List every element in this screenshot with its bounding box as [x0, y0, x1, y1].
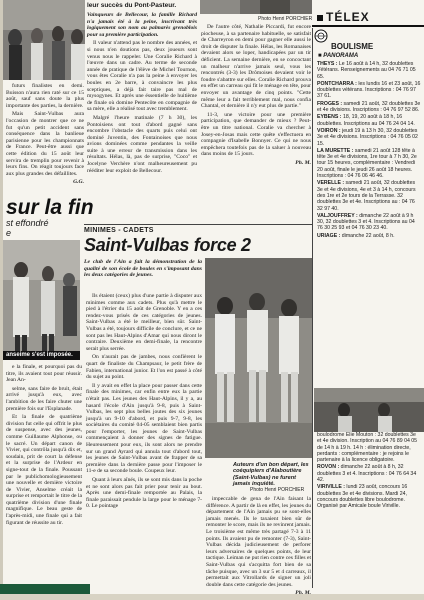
article-left-bottom-text	[6, 364, 82, 584]
photo-top-right	[200, 0, 312, 14]
article-paragraph: Mais Saint-Vulbas aura l'occasion de montrer que ce ne fut qu'un petit accident sans conséquence dans la banlieue parisienne pour les championnats de France. Peut-être aussi que cette édition du 15 août leur servira de tremplin pour revenir à leurs fins. On réagit toujours face aux plus grandes des défaillites.	[6, 111, 84, 177]
article-paragraph: 11-3, une victoire pour une première participation, que demander de mieux ? Peut-être un titre national. Coralie va chercher à Josey-en-Josas mais cette quête s'effectuera en compagnie d'Isabelle Bonnyer. Ce qui ne nous empêchera toutefois pas de la saluer à nouveau dans moins de 15 jours.	[201, 111, 311, 158]
telex-item-key: LA MURETTE :	[317, 147, 354, 154]
article-paragraph: e la finale, et pourquoi pas du titre, ils avaient tout pour réussir. Jean An-	[6, 364, 82, 384]
telex-item-key: PONTCHARRA :	[317, 80, 357, 87]
telex-subsection: ■ PANORAMA	[318, 53, 359, 59]
minimes-article-col1	[86, 293, 202, 585]
minimes-chapo: Le club de l'Ain a fait la démonstration de la qualité de son école de boules en s'imposant dans les deux catégories de jeunes.	[84, 259, 202, 279]
telex-item-value: samedi 21 août, 32 doublettes 3e et 4e divisions. Inscriptions : 04 76 97 52 86.	[317, 100, 421, 114]
minimes-photo-caption: Auteurs d'un bon départ, les coéquipiers d'Alaboutière (Saint-Vulbas) ne furent jamais inquiété.	[233, 462, 309, 488]
telex-item-value: dimanche 22 août, 8 h.	[341, 232, 395, 239]
article-paragraph: Quant à leurs aînés, ils se sont mis dans la poche et ne sont alors pas fait prier pour tenir au bout. Après une demi-finale remportée au Palais, la finale paraissait pendule la large pour le ménage 7-0. Le pointage	[86, 477, 202, 510]
article-mid-title: leur succès du Pont-Pasteur.	[87, 2, 177, 9]
telex-item-value: boulodrome Elie Mouton : 32 doublettes 3e et 4e division. Inscription au 04 76 89 04 05 de 14 h à 19 h. 14 h : élimination directe, perdants : complémentaire : je rejoins le partenaire à la licence obligatoire.	[317, 432, 418, 464]
telex-item-key: ROVON :	[317, 464, 340, 471]
telex-item	[317, 213, 421, 232]
telex-subsection-text: PANORAMA	[323, 53, 359, 59]
telex-item-value: les lundis 16 et 23 août, 16 doublettes vétérans. Inscriptions : 04 76 97 37 61.	[317, 80, 421, 100]
article-paragraph: Il y avait en effet la place pour passer dans cette finale des minimes, car enfin entre eux la partie n'était pas. Les jeunes des Haut-Alpins, il y a, au hasard l'école d'Ain jusqu'à 9-8, puis à Saint-Vulbas, les sept plus belles joutes des six jeunes jusqu'à un 9-10 d'abord, et puis 9-7, 9-8, les sociétaires du comité 04-05 semblaient bien partis pour l'emporter, les jeunes de Saint-Vulbas commençaient à donner des signes de fatigue. Heureusement pour eux, ils sont alors ne prendre sur un grand Ayrard qui annula tout d'abord tout, les jeunes de Saint-Vulbas avant de frapper de sa première dans la dernière passe pour l'imposer le 11-e de sa seconde boule. Coupeux leur.	[86, 382, 202, 475]
article-paragraph: impeccable de gena de l'Ain faisant la différence. A partir de là en effet, les jeunes du département de l'Ain jamais pu se sont-elles jamais menés. Ils le taxaient bien sûr de remonter le score, mais ils ne revinrent jamais. Le troisième est même très partagé 7-3 à 11 points. Ils avaient pu de remonter (7-3), Saint-Vulbas décida judicieusement de perforer leurs adversaires de quelques points, de leur tactique. Leiman ne put rien contre ces filles et Saint-Vulbas qui s'acquitta fort bien de sa tâche puisque, avec un 3 sur 5 et 4 carreaux, il permettait aux Vitrollards de signer un joli double dans cette catégorie des jeunes.	[206, 496, 311, 588]
article-paragraph: Et la finale de quatrième division fut celle qui offrit le plus de suspense, avec des jeunes, comme Guillaume Alphonse, ou le sacré. Un départ canon de Vivier, qui contrôla jusqu'à dix et, soudain, prit de court la défense et la surprise de l'Ardeur en signe-tout de la finale. Poussant par le publichomologieusement une nouvelle et dernière victoire de Vivier, Anselme créait la surprise et remportait le titre de la quatrième division d'une finale magnifique. Le beau geste de l'après-midi, une finale qui a fait figurant de réussite au tir.	[6, 414, 82, 526]
article-mid-chapo: Vainqueurs de Bellecour, la famille Richard n'a jamais été à la peine, inscrivant très logiquement son nom au palmarès grenoblois pour sa première participation.	[87, 12, 197, 38]
photo-crowd-top-left	[3, 0, 85, 80]
photo-credit-top: Photo Henri PORCHIER	[258, 16, 313, 22]
photo-telex	[314, 388, 424, 432]
telex-item-value: lundi 23 août, concours 16 doublettes 3e et 4e divisions. Mardi 24, concours doublettes libre boulodrome. Organisé par Amicale boule Viriville.	[317, 484, 408, 510]
minimes-headline: Saint-Vulbas force 2	[84, 235, 251, 255]
telex-item	[317, 61, 421, 80]
telex-item-key: VALJOUFFREY :	[317, 212, 358, 219]
section-rule	[84, 224, 312, 225]
minimes-photo-credit: Photo Henri PORCHIER	[250, 487, 305, 493]
telex-item-value: samedi 21 août, 32 doublettes 3e et 4e divisions, 4e et 3 à 14 h, concours des 1re et 2e tours de la Terrasse. 32 doublettes 3e et 4e. Inscriptions au : 04 76 32 97 40.	[317, 180, 416, 212]
bottom-left-green-bar	[0, 584, 90, 594]
author-signature: Ph. M.	[295, 159, 311, 166]
telex-item	[317, 464, 421, 483]
minimes-kicker: MINIMES - CADETS	[84, 227, 154, 234]
telex-section: BOULISME	[331, 42, 374, 51]
telex-item-value: dimanche 22 août à 9 h 30, 32 doublettes 3 et 4. Inscriptions au 04 76 30 25 93 et 04 76 30 23 40.	[317, 212, 415, 232]
article-paragraph: futurs finalistes en demi. Buisson n'aura rien raté sur ce 15 août, sauf sans doute la plus importante des parties, la dernière.	[6, 83, 84, 109]
telex-list-2	[317, 432, 421, 592]
telex-item-key: EYBENS :	[317, 114, 342, 121]
photo-caption-left: anseime s'est imposée.	[3, 351, 80, 360]
telex-item	[317, 148, 421, 179]
telex-item-value: jeudi 19 à 13 h 30, 32 doublettes 3e et 4e divisions. Inscriptions : 04 76 05 02 15.	[317, 127, 418, 147]
telex-item	[317, 233, 421, 239]
telex-item-value: dimanche 22 août à 8 h, 32 doublettes 3 et 4. Inscriptions : 04 76 64 34 42.	[317, 464, 417, 484]
telex-item	[317, 432, 421, 463]
telex-item-key: THEYS :	[317, 61, 338, 67]
headline-left: sur la fin	[6, 196, 94, 219]
article-paragraph: Il valeur n'attend pas le nombre des années, et si nous n'en doutions pas, deux joueurs sont venus nous le rappeler. Une Coralie Richard à l'œuvre dans un cadre. Au terme de seconde année de pratique de l'élève de Michel Tournon, vous êtes Coralie n'a pas la peine à envoyer les boules en 2e barre, à convaincre les plus sceptiques, a déjà fait taire pas mal de mysogynes. Et après une éssentielle de huitième de finale où domine Pentecôte en compagnie de sa mère, elle a réalisé tout avec tremblement.	[87, 40, 197, 113]
minimes-article-col2	[206, 496, 311, 588]
subheadline-left-2: e	[6, 228, 12, 238]
article-paragraph: Malgré l'heure matinale (7 h 30), les Pontoisiens ont tout d'abord gagné sans encombre l'obstacle des quarts puis celui ont dominé Juventin, des Fontainoises que nous avions dominées comme pendantes la veille suite à une erreur de transmission dans les résultats. Hélas, là, pas de surprise, "Coco" et Jocelyne Verchère n'ont malheureusement pu rééditer leur exploit de Bellecour.	[87, 114, 197, 174]
photo-telex-image	[314, 388, 424, 432]
telex-item-key: VERELLE :	[317, 180, 345, 187]
boulisme-logo-icon	[314, 29, 328, 43]
page-bottom-edge	[0, 594, 424, 600]
telex-item	[317, 81, 421, 100]
telex-item-value: Le 16 août à 14 h, 32 doublettes Vétérans. Renseignements au 04 76 71 05 65.	[317, 61, 416, 80]
telex-list	[317, 61, 421, 391]
telex-item	[317, 114, 421, 127]
article-paragraph: On n'aurait pas de jambes, nous confièrent le quart de finaliste du Champsaur, le petit frère de Fabien, international junior. Et l'on est passé à côté du sujet au point.	[86, 354, 202, 381]
telex-item-key: VIRIVILLE :	[317, 484, 345, 491]
telex-item	[317, 180, 421, 211]
photo-crowd-image	[3, 0, 85, 80]
photo-top-right-image	[200, 0, 312, 14]
author-signature: G.G.	[73, 179, 84, 186]
photo-players-left	[3, 240, 80, 360]
article-left-top-text	[6, 83, 84, 195]
telex-title-text: TÉLEX	[326, 10, 370, 24]
telex-item	[317, 101, 421, 114]
article-paragraph: De l'autre côté, Nathalie Piccardi, fut encore piocheuse, à sa partenaire habituelle, se satisfait de Charreyron en demi pour gagner elle aussi le droit de disputer la finale. Hélas, les Romanaises devaient alors se loper, handicapées par un tir déficient. La semaine dernière, en se concoctant un malheur n'arrive jamais seul, vous les rencontrés (3-3) les Drômoises devaient voir le foudre s'abattre sur elles. Coralie Richard prouva en effet un carreau qui fit le ménage en tête, pour envoyer un avantage de cinq points. "Cette même leur a fait terriblement mal, nous confia Chantal, et dernière il n'y eut plus de partie."	[201, 24, 312, 110]
telex-bar	[312, 25, 424, 27]
telex-item-value: samedi 21 août 128 tête à tête 3e et 4e divisions, 1re tour à 7 h 30, 2e tour 15 heures, complémentaire : Vendredi 20 août, finale le jeudi 26 août 18 heures. Inscriptions : 04 76 06 46 46.	[317, 147, 417, 180]
telex-item	[317, 484, 421, 509]
article-paragraph: Ils étaient (ceux) plus d'une partie à disputer aux minimes comme aux cadets. Plus qu'à mettre le pied à l'étrier du 15 août de Grenoble. Y en a ces rendez-vous prisés de ces catégories de jeunes. Saint-Vulbas a été le meilleur, bien sûr. Saint-Vulbas a été, toujours difficile de conclure, et ce ne sont pas les Haut-Alpins d'Amar qui nous diront le contraire. Deuxième en demi-finale, la rencontre serait plus serrée.	[86, 293, 202, 352]
photo-players-image	[3, 240, 80, 360]
telex-dot-icon	[317, 15, 323, 21]
telex-item	[317, 128, 421, 147]
subheadline-left: st effondré	[6, 218, 49, 228]
telex-item-key: URIAGE :	[317, 232, 341, 239]
photo-minimes-image	[205, 258, 312, 458]
article-paragraph: selme, sans faire de bruit, était arrivé jusqu'à eux, avec l'ambition de les faire chuter une première fois sur l'Esplanade.	[6, 385, 82, 412]
photo-minimes-team	[205, 258, 312, 458]
telex-title	[317, 10, 370, 24]
telex-item-key: VOIRON :	[317, 127, 341, 134]
article-mid-top-right	[201, 24, 311, 220]
column-rule	[312, 28, 313, 588]
telex-item-key: FROGES :	[317, 100, 343, 107]
telex-item-value: 18, 19, 20 août à 18 h, 16 doublettes. Inscriptions au 04 76 24 04 14.	[317, 114, 415, 127]
article-mid-top	[87, 2, 197, 222]
